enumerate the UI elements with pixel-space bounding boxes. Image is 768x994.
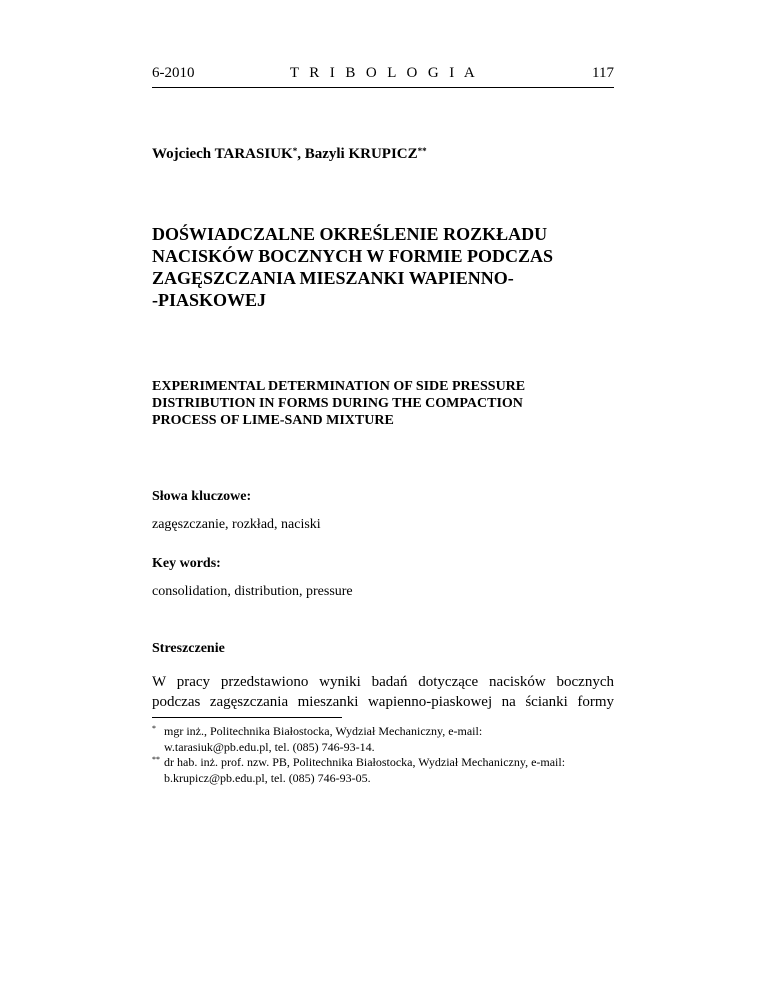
keywords-english-text: consolidation, distribution, pressure	[152, 584, 353, 599]
author-1-name: Wojciech TARASIUK	[152, 146, 293, 162]
footnote-2-line: dr hab. inż. prof. nzw. PB, Politechnika Białostocka, Wydział Mechaniczny, e-mail:	[164, 755, 566, 769]
author-line	[152, 145, 427, 163]
footnote-1-mark: *	[152, 724, 156, 733]
abstract-line: podczas zagęszczania mieszanki wapienno-piaskowej na ścianki formy	[152, 694, 614, 710]
author-separator: ,	[297, 146, 305, 162]
footnote-1-line: w.tarasiuk@pb.edu.pl, tel. (085) 746-93-14.	[164, 739, 375, 754]
footnote-rule	[152, 717, 342, 718]
title-polish-line: NACISKÓW BOCZNYCH W FORMIE PODCZAS	[152, 246, 554, 266]
author-2-name: Bazyli KRUPICZ	[304, 146, 418, 162]
abstract-line: W pracy przedstawiono wyniki badań dotyczące nacisków bocznych	[152, 674, 614, 690]
keywords-polish-heading: Słowa kluczowe:	[152, 489, 252, 504]
footnote-2-line: b.krupicz@pb.edu.pl, tel. (085) 746-93-05.	[164, 770, 371, 785]
title-english-line: EXPERIMENTAL DETERMINATION OF SIDE PRESSURE	[152, 379, 526, 394]
page-number: 117	[592, 65, 614, 81]
title-polish	[152, 223, 614, 311]
title-english-line: PROCESS OF LIME-SAND MIXTURE	[152, 413, 394, 428]
journal-name: T R I B O L O G I A	[289, 65, 479, 81]
abstract-text	[152, 672, 614, 712]
title-english	[152, 378, 614, 429]
footnotes	[152, 724, 622, 786]
header-rule	[152, 87, 614, 88]
footnote-2-mark: **	[152, 755, 160, 764]
author-2-footnote-mark: **	[417, 146, 427, 156]
title-polish-line: DOŚWIADCZALNE OKREŚLENIE ROZKŁADU	[152, 224, 548, 244]
keywords-english-heading: Key words:	[152, 556, 221, 571]
footnote-1	[152, 724, 622, 755]
footnote-1-line: mgr inż., Politechnika Białostocka, Wydział Mechaniczny, e-mail:	[164, 724, 483, 738]
footnote-2	[152, 755, 622, 786]
abstract-heading: Streszczenie	[152, 641, 225, 656]
title-polish-line: ZAGĘSZCZANIA MIESZANKI WAPIENNO-	[152, 268, 514, 288]
title-polish-line: -PIASKOWEJ	[152, 290, 267, 310]
title-english-line: DISTRIBUTION IN FORMS DURING THE COMPACTION	[152, 396, 523, 411]
keywords-polish-text: zagęszczanie, rozkład, naciski	[152, 517, 321, 532]
author-1-footnote-mark: *	[292, 146, 298, 156]
issue-number: 6-2010	[152, 65, 195, 81]
